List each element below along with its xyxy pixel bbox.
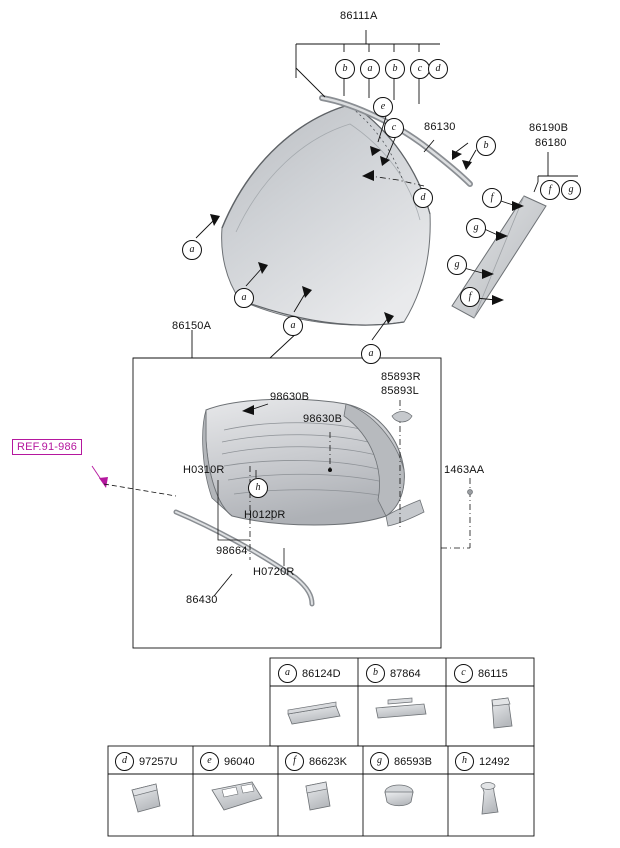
- callout-g-legendline: g: [561, 180, 581, 200]
- legend-letter-g: g: [370, 752, 389, 771]
- legend-item-c: [454, 664, 508, 683]
- legend-code-86124D: 86124D: [302, 667, 341, 680]
- legend-item-d: [115, 752, 178, 771]
- legend-letter-h: h: [455, 752, 474, 771]
- legend-letter-b: b: [366, 664, 385, 683]
- label-86190B: 86190B: [529, 122, 569, 134]
- legend-code-87864: 87864: [390, 667, 421, 680]
- legend-item-e: [200, 752, 255, 771]
- callout-g-upper: g: [466, 218, 486, 238]
- legend-letter-c: c: [454, 664, 473, 683]
- callout-b-top2: b: [385, 59, 405, 79]
- legend-code-86115: 86115: [478, 667, 508, 680]
- legend-letter-e: e: [200, 752, 219, 771]
- callout-d-top: d: [428, 59, 448, 79]
- label-86430: 86430: [186, 594, 218, 606]
- legend-item-b: [366, 664, 421, 683]
- callout-b-right: b: [476, 136, 496, 156]
- callout-a-bottom: a: [283, 316, 303, 336]
- label-86111A: 86111A: [340, 10, 378, 22]
- legend-item-a: [278, 664, 341, 683]
- legend-item-g: [370, 752, 432, 771]
- label-86130: 86130: [424, 121, 456, 133]
- callout-a-left: a: [182, 240, 202, 260]
- callout-g-lower: g: [447, 255, 467, 275]
- callout-a-top: a: [360, 59, 380, 79]
- legend-letter-d: d: [115, 752, 134, 771]
- callout-f-lower: f: [460, 287, 480, 307]
- legend-code-96040: 96040: [224, 755, 255, 768]
- callout-f-upper: f: [482, 188, 502, 208]
- callout-c-top: c: [410, 59, 430, 79]
- label-reference-note: REF.91-986: [12, 439, 82, 455]
- label-H0120R: H0120R: [244, 509, 286, 521]
- callout-e: e: [373, 97, 393, 117]
- legend-item-f: [285, 752, 347, 771]
- legend-code-86593B: 86593B: [394, 755, 432, 768]
- label-1463AA: 1463AA: [444, 464, 485, 476]
- callout-c-mid: c: [384, 118, 404, 138]
- callout-d-mid: d: [413, 188, 433, 208]
- legend-letter-f: f: [285, 752, 304, 771]
- legend-code-97257U: 97257U: [139, 755, 178, 768]
- label-86180: 86180: [535, 137, 567, 149]
- callout-a-bottom2: a: [361, 344, 381, 364]
- label-85893R: 85893R: [381, 371, 421, 383]
- label-98664: 98664: [216, 545, 248, 557]
- label-86150A: 86150A: [172, 320, 212, 332]
- callout-a-left2: a: [234, 288, 254, 308]
- callout-h: h: [248, 478, 268, 498]
- label-85893L: 85893L: [381, 385, 419, 397]
- legend-item-h: [455, 752, 510, 771]
- label-98630B-1: 98630B: [270, 391, 310, 403]
- legend-letter-a: a: [278, 664, 297, 683]
- label-H0310R: H0310R: [183, 464, 225, 476]
- callout-f-legendline: f: [540, 180, 560, 200]
- legend-code-86623K: 86623K: [309, 755, 347, 768]
- legend-code-12492: 12492: [479, 755, 510, 768]
- label-98630B-2: 98630B: [303, 413, 343, 425]
- label-H0720R: H0720R: [253, 566, 295, 578]
- callout-b-top1: b: [335, 59, 355, 79]
